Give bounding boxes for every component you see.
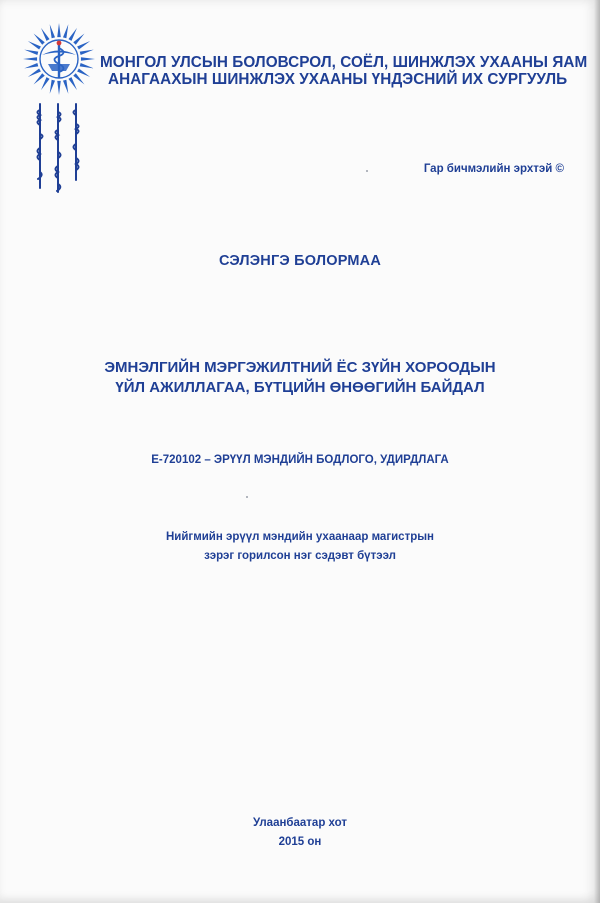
paper-speck [246, 496, 248, 498]
emblem-ray [57, 81, 61, 95]
emblem-ray [68, 28, 77, 41]
degree-statement [0, 528, 600, 566]
emblem-ray [41, 77, 50, 90]
emblem-ray [24, 63, 38, 68]
emblem-ray [57, 23, 61, 37]
page-edge-shadow [594, 0, 600, 903]
institution-name [100, 54, 588, 88]
emblem-ray [34, 73, 45, 84]
place-year: 2015 он [278, 836, 322, 848]
emblem-ray [63, 80, 68, 94]
copyright-notice: Гар бичмэлийн эрхтэй © [423, 163, 564, 175]
thesis-title-line-2: ҮЙЛ АЖИЛЛАГАА, БҮТЦИЙН ӨНӨӨГИЙН БАЙДАЛ [115, 379, 485, 396]
specialty-code: Е-720102 – ЭРҮҮЛ МЭНДИЙН БОДЛОГО, УДИРДЛАГА [151, 454, 449, 466]
emblem-ray [50, 24, 55, 38]
emblem-ray [50, 80, 55, 94]
emblem-ray [28, 68, 41, 77]
emblem-ray [81, 57, 95, 61]
emblem-ray [63, 24, 68, 38]
university-emblem-icon [22, 22, 96, 96]
paper-speck [366, 170, 368, 172]
emblem-ray [34, 34, 45, 45]
thesis-title-line-1: ЭМНЭЛГИЙН МЭРГЭЖИЛТНИЙ ЁС ЗҮЙН ХОРООДЫН [104, 359, 496, 376]
institution-line-1: МОНГОЛ УЛСЫН БОЛОВСРОЛ, СОЁЛ, ШИНЖЛЭХ УХААНЫ ЯАМ [100, 54, 588, 71]
emblem-ray [68, 77, 77, 90]
place-city: Улаанбаатар хот [252, 817, 348, 829]
emblem-ray [77, 41, 90, 50]
emblem-ray [73, 34, 84, 45]
emblem-ray [24, 50, 38, 55]
mongolian-script-icon [28, 100, 88, 200]
author-name: СЭЛЭНГЭ БОЛОРМАА [218, 253, 382, 269]
emblem-ray [80, 50, 94, 55]
degree-line-2: зэрэг горилсон нэг сэдэвт бүтээл [204, 550, 396, 562]
degree-line-1: Нийгмийн эрүүл мэндийн ухаанаар магистрын [165, 531, 435, 543]
emblem-ray [23, 57, 37, 61]
emblem-ray [80, 63, 94, 68]
thesis-title [0, 358, 600, 398]
emblem-ray [77, 68, 90, 77]
emblem-ray [73, 73, 84, 84]
emblem-ray [41, 28, 50, 41]
place-and-year [0, 814, 600, 852]
institution-line-2: АНАГААХЫН ШИНЖЛЭХ УХААНЫ ҮНДЭСНИЙ ИХ СУРГУУЛЬ [108, 71, 568, 88]
emblem-ray [28, 41, 41, 50]
